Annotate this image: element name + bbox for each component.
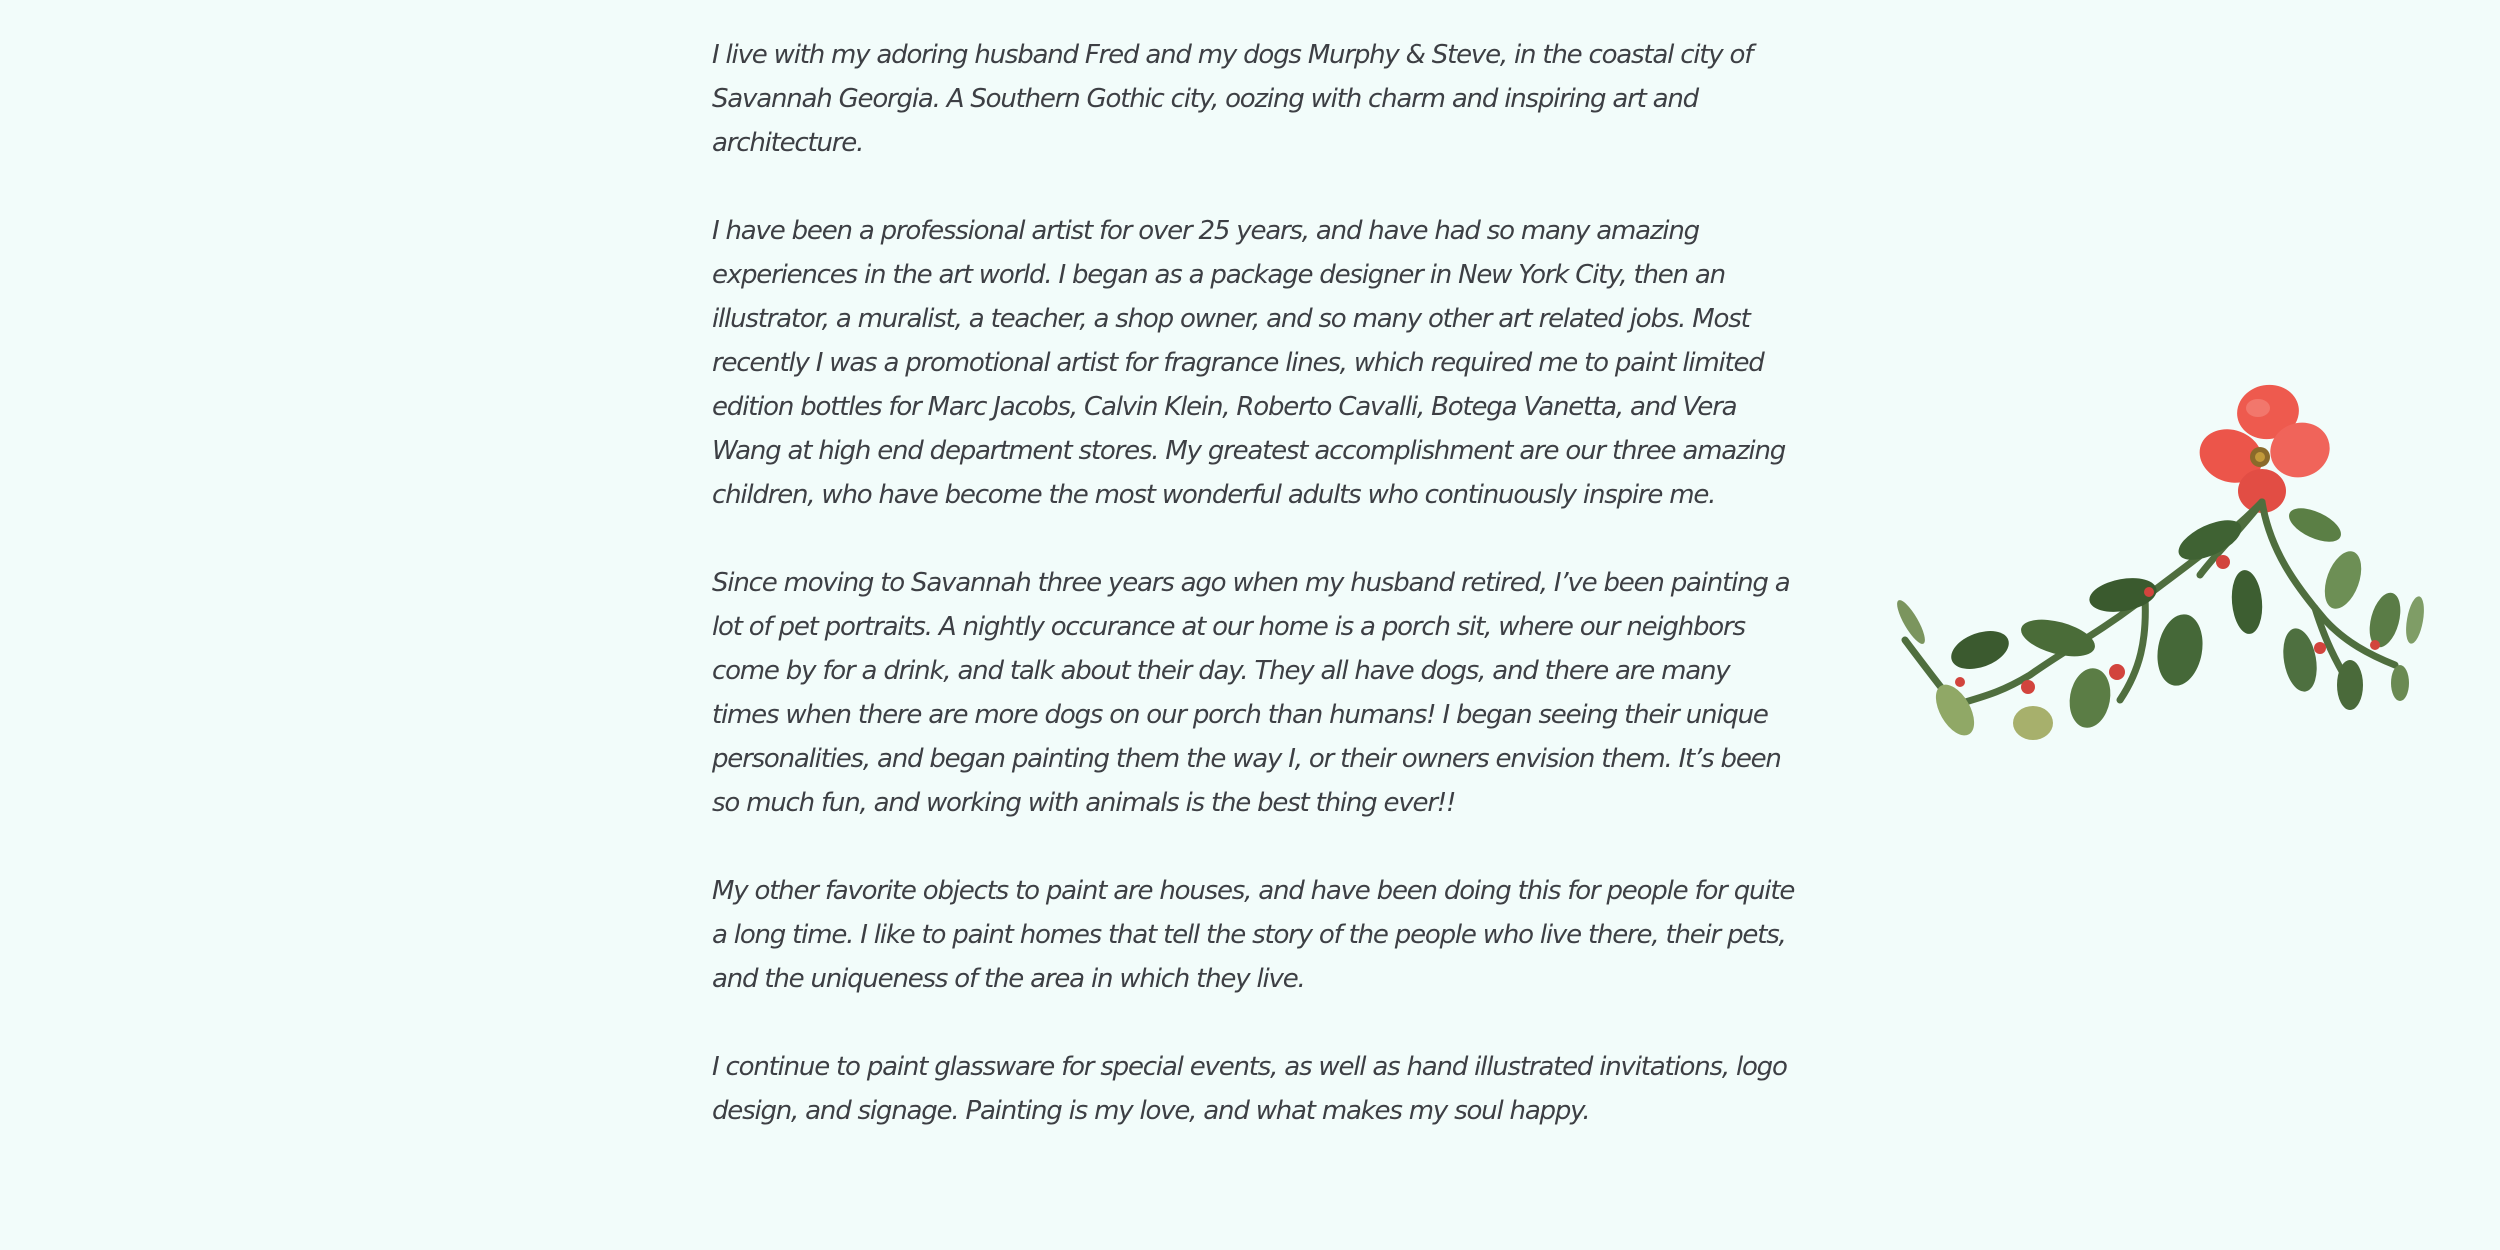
leaves-icon	[1895, 501, 2427, 741]
bio-paragraph-5: I continue to paint glassware for special events, as well as hand illustrated invitations, logo design, and signage. Painting is my love, and what makes my soul happy.	[712, 1052, 1787, 1126]
bio-paragraph-4: My other favorite objects to paint are houses, and have been doing this for people for quite a long time. I like to paint homes that tell the story of the people who live there, their pets, and the uniqueness of the area in which they live.	[712, 876, 1795, 994]
flower-icon	[2192, 380, 2337, 513]
bio-paragraph-2: I have been a professional artist for over 25 years, and have had so many amazing experiences in the art world. I began as a package designer in New York City, then an illustrator, a muralist, a teacher, a shop owner, and so many other art related jobs. Most recently I was a promotional artist for fragrance lines, which required me to paint limited edition bottles for Marc Jacobs, Calvin Klein, Roberto Cavalli, Botega Vanetta, and Vera Wang at high end department stores. My greatest accomplishment are our three amazing children, who have become the most wonderful adults who continuously inspire me.	[712, 216, 1786, 510]
bio-paragraph-3: Since moving to Savannah three years ago when my husband retired, I’ve been painting a lot of pet portraits. A nightly occurance at our home is a porch sit, where our neighbors come by for a drink, and talk about their day. They all have dogs, and there are many times when there are more dogs on our porch than humans! I began seeing their unique personalities, and began painting them the way I, or their owners envision them. It’s been so much fun, and working with animals is the best thing ever!!	[712, 568, 1790, 818]
floral-branch-illustration	[1895, 380, 2430, 755]
bio-text	[712, 33, 1802, 1177]
bio-paragraph-1: I live with my adoring husband Fred and my dogs Murphy & Steve, in the coastal city of Savannah Georgia. A Southern Gothic city, oozing with charm and inspiring art and architecture.	[712, 40, 1753, 158]
